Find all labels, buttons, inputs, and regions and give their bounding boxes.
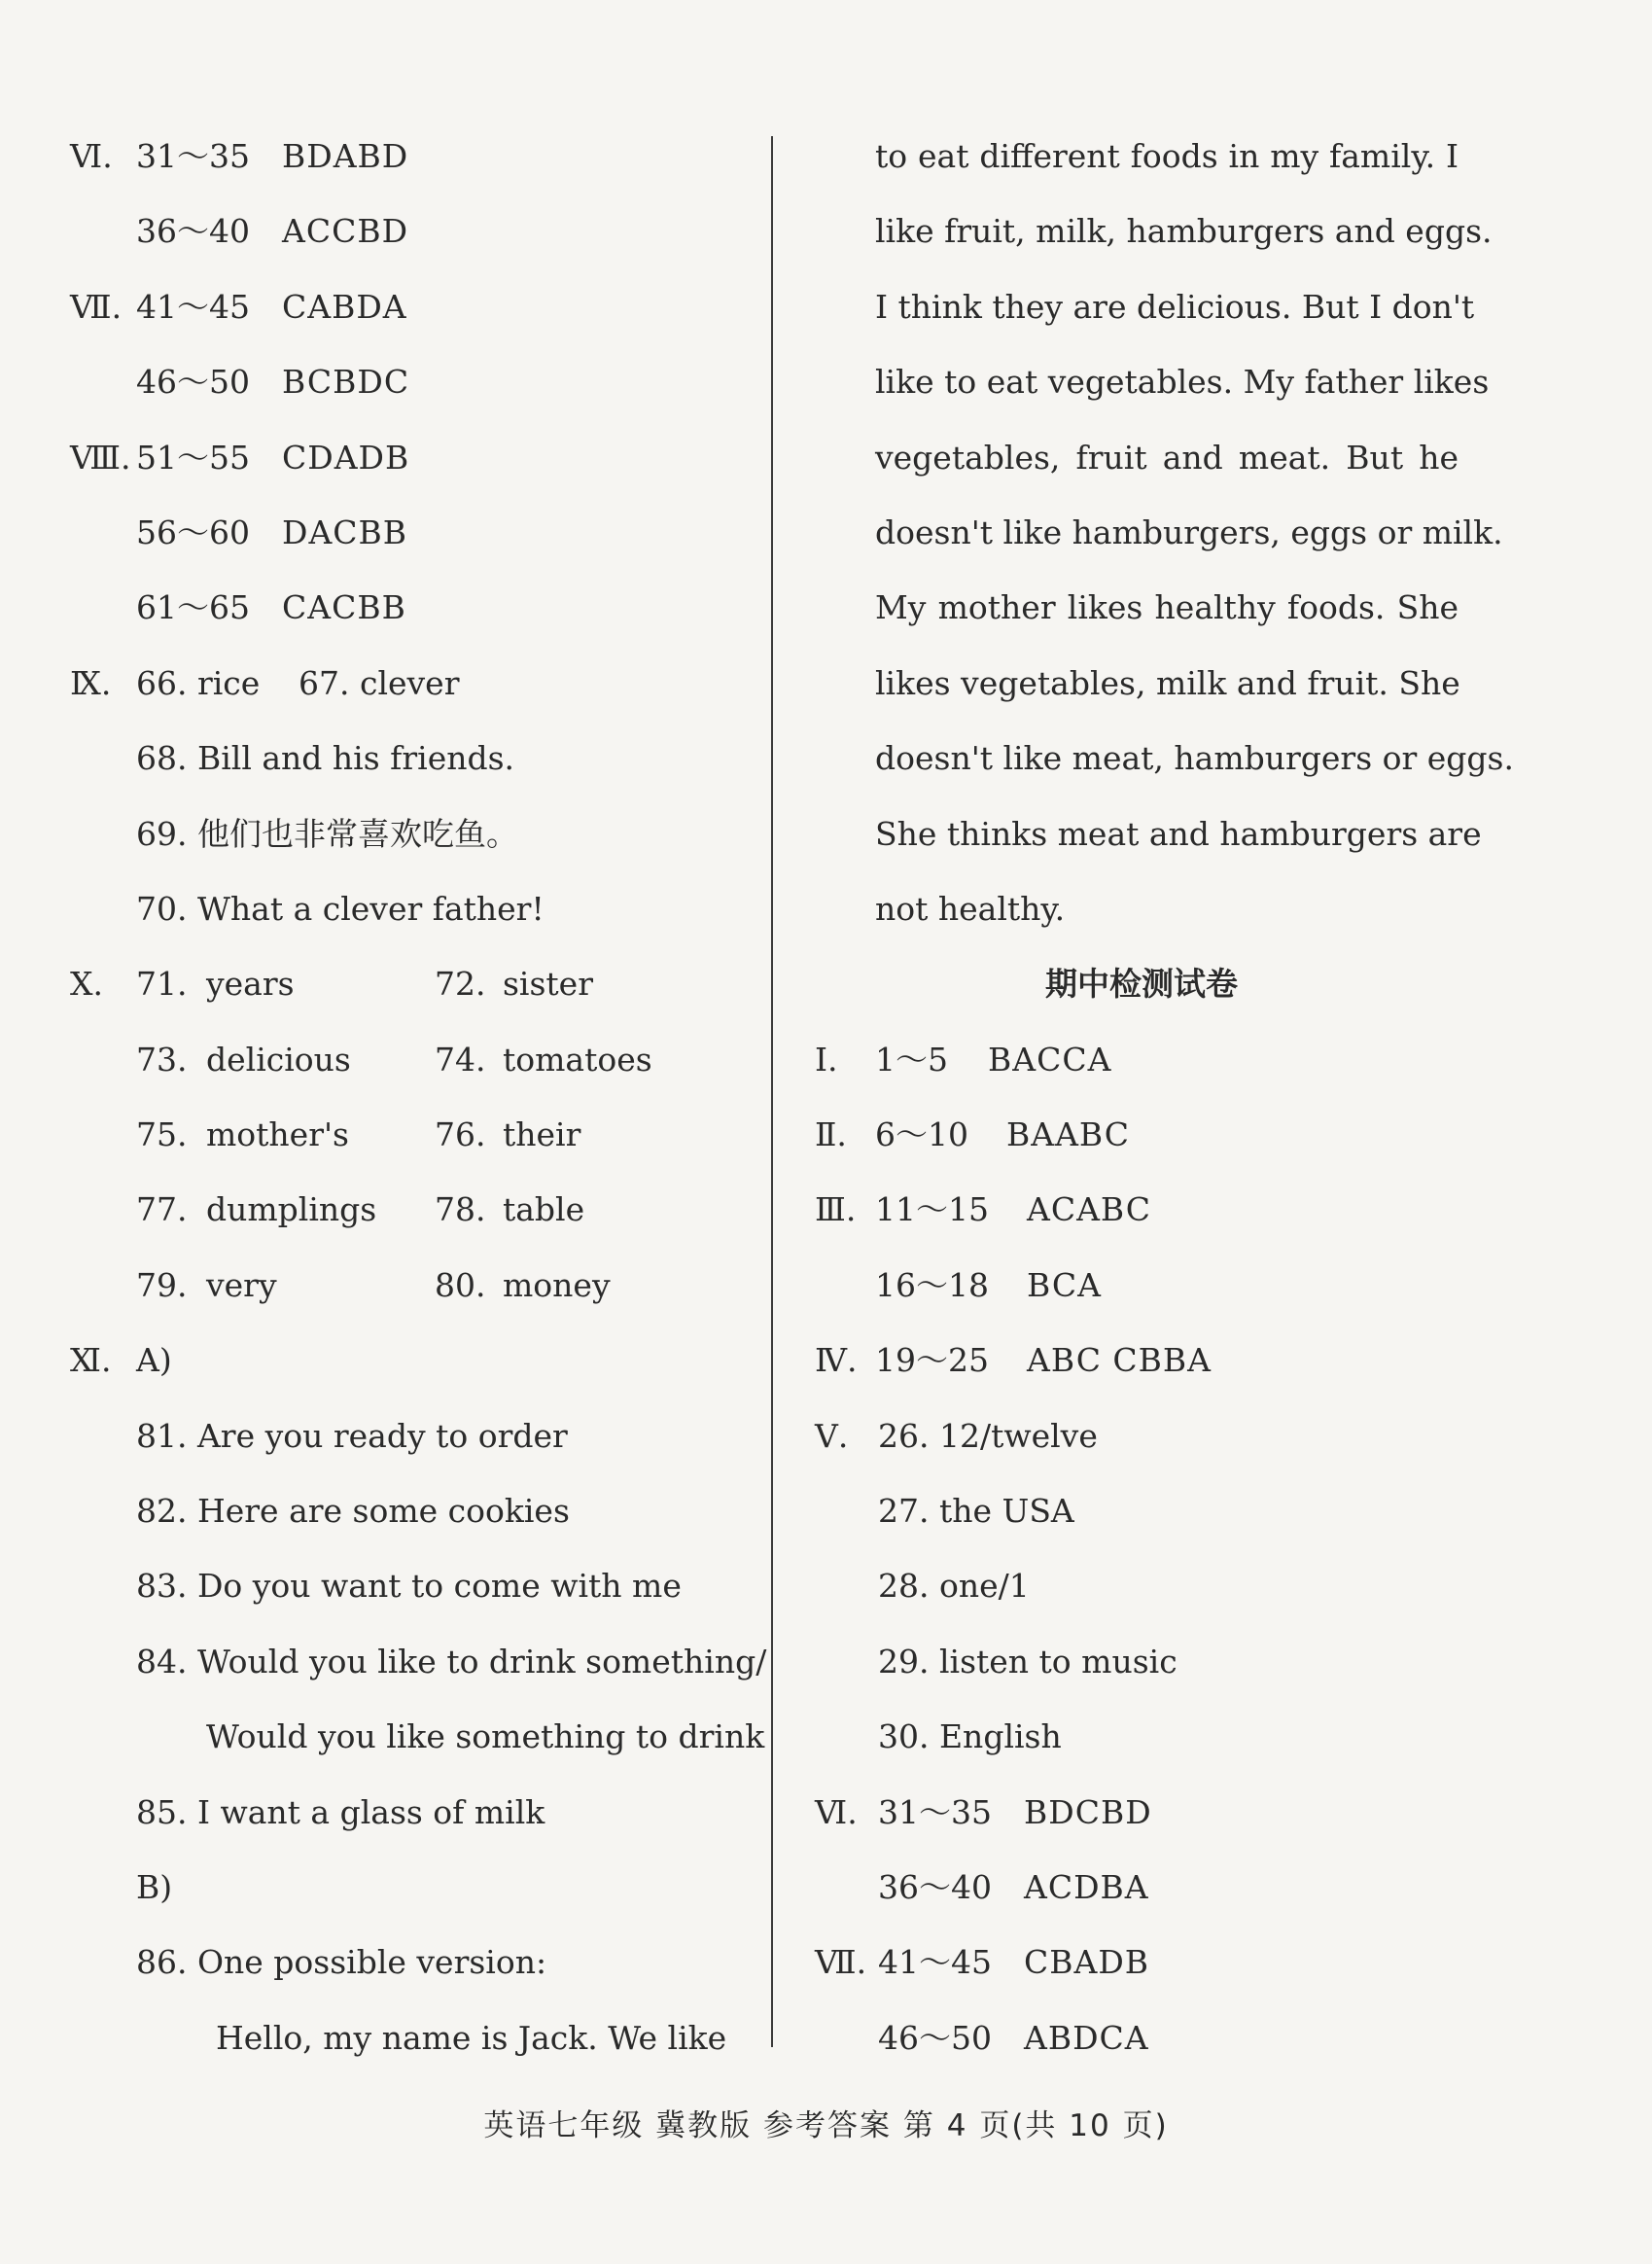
section-numeral: Ⅱ. [815, 1115, 847, 1154]
answer-item: 66. rice [136, 663, 261, 702]
essay-line: doesn't like hamburgers, eggs or milk. [875, 513, 1503, 551]
answer-row: 27. the USA [878, 1492, 1074, 1531]
answer-row [70, 802, 741, 877]
essay-line: doesn't like meat, hamburgers or eggs. [875, 739, 1514, 778]
left-column [70, 124, 767, 2081]
section-numeral: Ⅵ. [815, 1792, 858, 1831]
column-divider [771, 136, 773, 2047]
answer-item: 67. clever [299, 663, 460, 702]
answer-letters: DACBB [282, 513, 408, 551]
answer-row: Ⅰ. 1～5 BACCA [815, 1028, 1466, 1103]
answer-row [70, 576, 741, 651]
answer-letters: BCBDC [282, 363, 410, 402]
answer-item: 70. What a clever father! [136, 889, 545, 928]
answer-row: 30. English [878, 1717, 1062, 1756]
essay-line: not healthy. [875, 889, 1066, 928]
section-numeral: Ⅶ. [815, 1943, 867, 1982]
answer-row: 16～18 BCA [875, 1265, 1102, 1304]
answer-row [70, 1328, 741, 1403]
question-range: 31～35 [136, 137, 250, 175]
answer-row [70, 124, 741, 199]
answer-row: 77. dumplings 78. table [136, 1190, 585, 1229]
section-numeral: Ⅳ. [815, 1341, 858, 1380]
answer-row [70, 501, 741, 576]
essay-line: I think they are delicious. But I don't [875, 287, 1475, 326]
essay-line: to eat different foods in my family. I [875, 137, 1459, 175]
answer-letters: ACCBD [282, 212, 409, 251]
midterm-title: 期中检测试卷 [1045, 965, 1238, 1004]
essay-line: like fruit, milk, hamburgers and eggs. [875, 212, 1493, 251]
question-range: 56～60 [136, 513, 250, 551]
answer-row: 28. one/1 [878, 1567, 1030, 1606]
section-numeral: Ⅶ. [70, 287, 123, 326]
answer-row: Ⅵ. 31～35 BDCBD [815, 1781, 1466, 1856]
answer-letters: CACBB [282, 588, 406, 627]
essay-line: She thinks meat and hamburgers are [875, 814, 1482, 853]
answer-row: Ⅶ. 41～45 CBADB [815, 1930, 1466, 2005]
answer-row: 82. Here are some cookies [136, 1492, 570, 1531]
answer-row [70, 426, 741, 501]
answer-row [70, 726, 741, 801]
answer-row: 79. very 80. money [136, 1265, 611, 1304]
section-heading [815, 952, 1466, 1027]
question-range: 41～45 [136, 287, 250, 326]
answer-row: 73. delicious 74. tomatoes [136, 1040, 652, 1079]
answer-row: 75. mother's 76. their [136, 1115, 581, 1154]
essay-line: My mother likes healthy foods. She [875, 588, 1459, 627]
answer-row: 83. Do you want to come with me [136, 1567, 682, 1606]
question-range: 46～50 [136, 363, 250, 402]
answer-row: 36～40 ACDBA [878, 1867, 1149, 1906]
answer-letters: BDABD [282, 137, 409, 175]
question-range: 51～55 [136, 438, 250, 477]
section-numeral: Ⅷ. [70, 438, 131, 477]
section-numeral: Ⅸ. [70, 663, 112, 702]
section-numeral: Ⅰ. [815, 1040, 838, 1079]
part-label: A) [136, 1341, 172, 1380]
answer-row: Would you like something to drink [206, 1717, 765, 1756]
essay-line: Hello, my name is Jack. We like [216, 2018, 727, 2057]
answer-row: 84. Would you like to drink something/ [136, 1642, 767, 1680]
question-range: 61～65 [136, 588, 250, 627]
essay-line: likes vegetables, milk and fruit. She [875, 663, 1460, 702]
page-footer: 英语七年级 冀教版 参考答案 第 4 页(共 10 页) [483, 2108, 1169, 2143]
answer-row: 85. I want a glass of milk [136, 1792, 545, 1831]
answer-row: 86. One possible version: [136, 1943, 547, 1982]
section-numeral: Ⅴ. [815, 1416, 849, 1455]
answer-item: 69. 他们也非常喜欢吃鱼。 [136, 814, 518, 853]
section-numeral: Ⅲ. [815, 1190, 857, 1229]
answer-row [70, 1856, 741, 1930]
part-label: B) [136, 1867, 173, 1906]
question-range: 36～40 [136, 212, 250, 251]
answer-row: Ⅲ. 11～15 ACABC [815, 1178, 1466, 1253]
answer-row: 29. listen to music [878, 1642, 1177, 1680]
answer-row: 81. Are you ready to order [136, 1416, 568, 1455]
answer-row: Ⅴ. 26. 12/twelve [815, 1404, 1466, 1479]
answer-row [70, 877, 741, 952]
answer-row [70, 275, 741, 350]
answer-letters: CDADB [282, 438, 410, 477]
right-column [815, 124, 1514, 2081]
essay-line: vegetables, fruit and meat. But he [875, 438, 1459, 477]
essay-line: like to eat vegetables. My father likes [875, 363, 1490, 402]
answer-row: 46～50 ABDCA [878, 2018, 1149, 2057]
section-numeral: Ⅹ. [70, 965, 103, 1004]
section-numeral: Ⅵ. [70, 137, 113, 175]
answer-item: 68. Bill and his friends. [136, 739, 515, 778]
answer-row [70, 350, 741, 425]
answer-row: Ⅳ. 19～25 ABC CBBA [815, 1328, 1466, 1403]
section-numeral: Ⅺ. [70, 1341, 112, 1380]
answer-row [70, 199, 741, 274]
answer-row: Ⅱ. 6～10 BAABC [815, 1103, 1466, 1178]
answer-row: Ⅹ. 71. years 72. sister [70, 952, 741, 1027]
answer-letters: CABDA [282, 287, 407, 326]
answer-row [70, 652, 741, 726]
